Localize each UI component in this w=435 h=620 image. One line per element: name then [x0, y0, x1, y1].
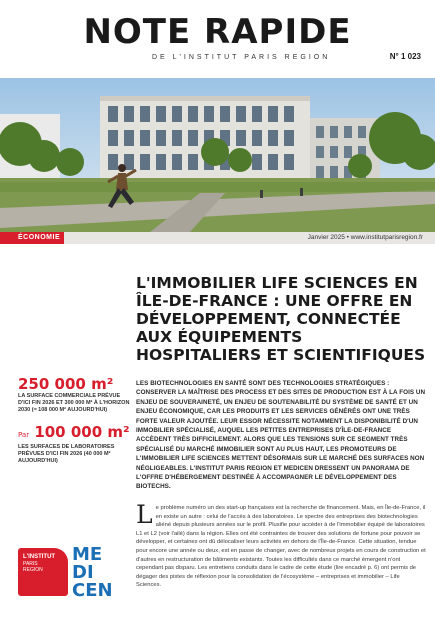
stat-desc-1: LA SURFACE COMMERCIALE PRÉVUE D'ICI FIN 2026 ET 300 000 M² À L'HORIZON 2030 (≈ 108 000 M² AUJOURD'HUI) — [18, 393, 130, 413]
medicen-logo-row3: CEN — [72, 580, 113, 601]
stat-value-2 — [18, 424, 130, 444]
medicen-logo-row1: ME — [72, 544, 103, 565]
publication-title: NOTE RAPIDE — [83, 12, 352, 52]
stat-value-1 — [18, 376, 130, 393]
key-figures — [18, 376, 130, 475]
date-and-website: Janvier 2025 • www.institutparisregion.fr — [307, 234, 423, 241]
rubric-label: ÉCONOMIE — [0, 232, 64, 244]
medicen-logo-row2: DI — [72, 562, 94, 583]
body-text — [136, 500, 426, 590]
stat-value-1-text: 250 000 m² — [18, 375, 114, 393]
rubric-band — [0, 232, 435, 244]
issue-number: N° 1 023 — [389, 52, 421, 61]
ipr-logo-line3: REGION — [23, 567, 43, 573]
medicen-logo — [72, 546, 130, 600]
stat-desc-2: LES SURFACES DE LABORATOIRES PRÉVUES D'ICI FIN 2026 (40 000 M² AUJOURD'HUI) — [18, 444, 115, 464]
publication-subtitle: DE L'INSTITUT PARIS REGION — [152, 54, 331, 61]
body-paragraph: e problème numéro un des start-up françaises est la recherche de financement. Mais, en Île-de-France, il en existe un autre : celui de l'accès à des laboratoires. Le spectre des entreprises des biotechnologies aliéné depuis plusieurs années sur le profil. Plusifie pour accéder à de l'immobilier équipé de laboratoires L1 et L2 (voir l'ailé) dans la région. Elles ont été contraintes de trouver des solutions de fortune pour pouvoir se développer, et certaines ont dû délocaliser leurs activités en dehors de l'Île-de-France. Cette situation, tendue pour encore une année ou deux, est en passe de changer, avec de nombreux projets en cours de construction et d'autres en restructuration de bâtiments existants. Toutes les difficultés dans ce marché émergent n'ont cependant pas disparu. Les entretiens conduits dans le cadre de cette étude (lire encadré p. 6) ont permis de dégager des pistes de réflexion pour la consolidation de l'écosystème – entreprises et immobilier – Life Sciences. — [136, 505, 426, 589]
drop-cap: L — [136, 500, 153, 529]
stat-value-2-text: 100 000 m² — [34, 423, 130, 441]
cover-photo — [0, 78, 435, 232]
headline: L'IMMOBILIER LIFE SCIENCES EN ÎLE-DE-FRANCE : UNE OFFRE EN DÉVELOPPEMENT, CONNECTÉE AUX ÉQUIPEMENTS HOSPITALIERS ET SCIENTIFIQUES — [136, 274, 426, 364]
ipr-logo-line1: L'INSTITUT — [23, 554, 56, 560]
stat-prefix-2: Par — [18, 431, 30, 439]
institut-paris-region-logo — [18, 548, 68, 596]
masthead — [0, 0, 435, 78]
ipr-logo-line2: PARIS — [23, 561, 38, 567]
lead-paragraph: LES BIOTECHNOLOGIES EN SANTÉ SONT DES TECHNOLOGIES STRATÉGIQUES : CONSERVER LA MAÎTRISE DES PROCESS ET DES SITES DE PRODUCTION EST À LA FOIS UN ENJEU DE SOUVERAINETÉ, UN ENJEU DE SOUTENABILITÉ DU SYSTÈME DE SANTÉ ET UN ENJEU ÉCONOMIQUE, CAR LES PRODUITS ET LES SERVICES GÉNÉRÉS ONT UNE TRÈS FORTE VALEUR AJOUTÉE. LEUR ESSOR NÉCESSITE NOTAMMENT LA DISPONIBILITÉ D'UN IMMOBILIER SPÉCIALISÉ, AUQUEL LES PETITES ENTREPRISES D'ÎLE-DE-FRANCE ACCÈDENT TRÈS DIFFICILEMENT. ALORS QUE LES TENSIONS SUR CE SEGMENT TRÈS SPÉCIALISÉ DU MARCHÉ IMMOBILIER SONT AU PLUS HAUT, LES PROMOTEURS DE L'IMMOBILIER LIFE SCIENCES METTENT DÉSORMAIS SUR LE MARCHÉ DES SURFACES NON NÉGLIGEABLES. L'INSTITUT PARIS REGION ET MEDICEN DRESSENT UN PANORAMA DE L'OFFRE D'HÉBERGEMENT DESTINÉE À ACCOMPAGNER LE DÉVELOPPEMENT DES BIOTECHS. — [136, 380, 426, 491]
cover-photo-illustration — [0, 78, 435, 232]
